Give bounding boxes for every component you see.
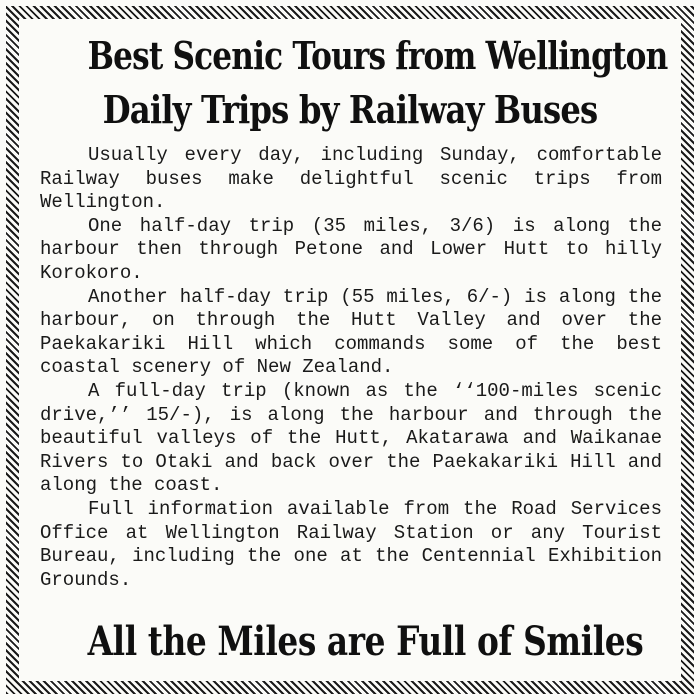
headline-scenic-tours: Best Scenic Tours from Wellington [87,33,668,78]
headline-daily-trips: Daily Trips by Railway Buses [102,87,598,132]
paragraph-full-day-trip: A full-day trip (known as the ‘‘100-miles scenic drive,’’ 15/-), is along the harbour and through the beautiful valleys of the Hutt, Akatarawa and Waikanae Rivers to Otaki and back over the Paekakariki Hill and along the coast. [40,379,662,497]
paragraph-half-day-trip-55-miles: Another half-day trip (55 miles, 6/-) is along the harbour, on through the Hutt Valley and over the Paekakariki Hill which commands some of the best coastal scenery of New Zealand. [40,285,662,379]
paragraph-half-day-trip-35-miles: One half-day trip (35 miles, 3/6) is along the harbour then through Petone and Lower Hutt to hilly Korokoro. [40,214,662,284]
slogan: All the Miles are Full of Smiles [87,618,644,665]
paragraph-full-information: Full information available from the Road Services Office at Wellington Railway Station or any Tourist Bureau, including the one at the Centennial Exhibition Grounds. [40,497,662,591]
advertisement-body [40,144,662,592]
advertisement-content [30,28,670,672]
paragraph-usually-every-day: Usually every day, including Sunday, comfortable Railway buses make delightful scenic trips from Wellington. [40,144,662,214]
